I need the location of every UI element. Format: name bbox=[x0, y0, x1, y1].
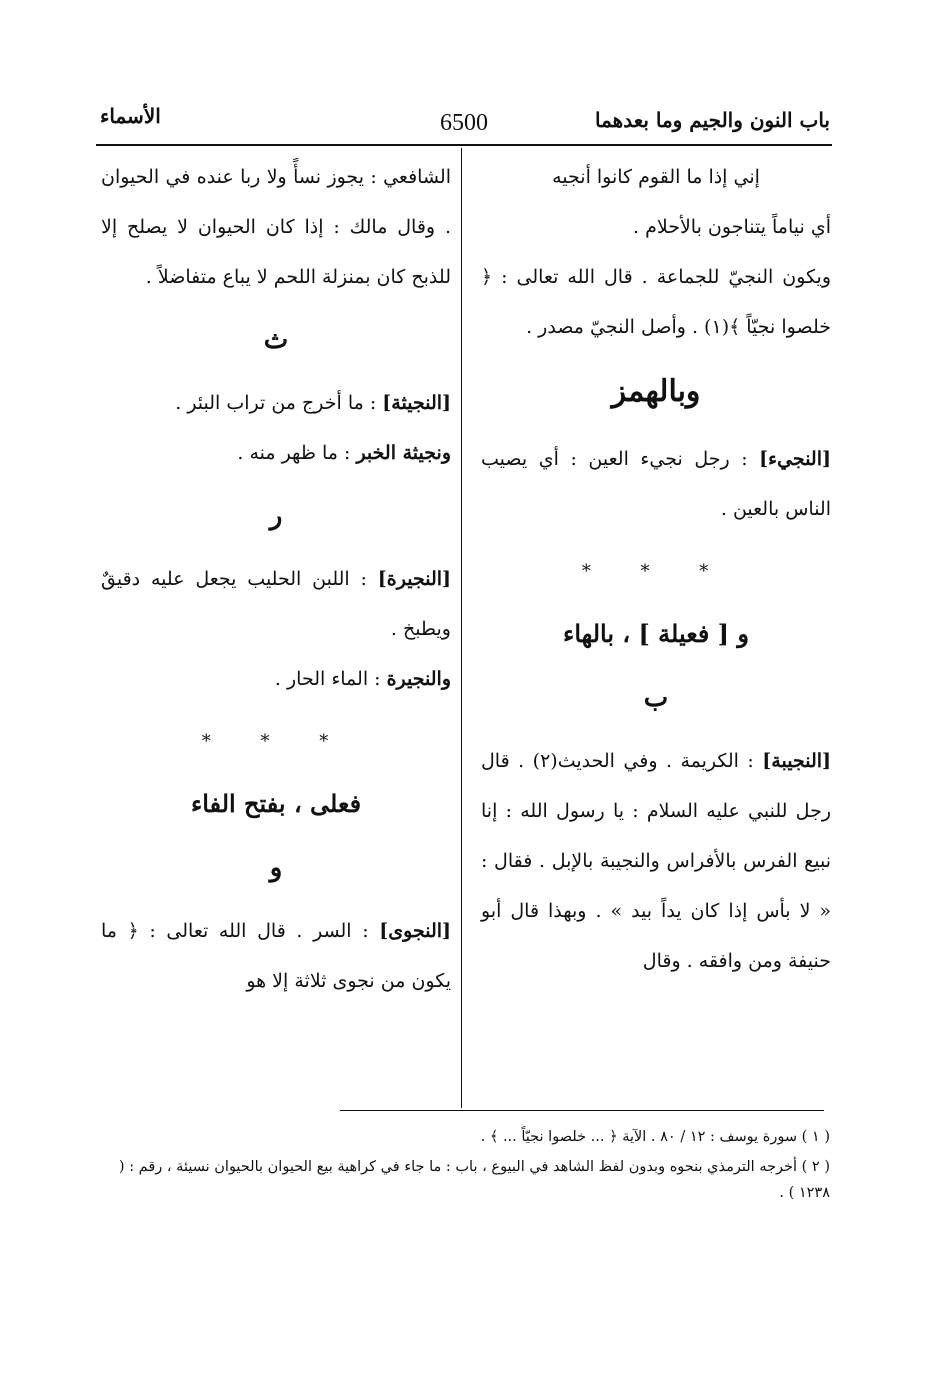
entry-text: : ما أخرج من تراب البئر . bbox=[175, 392, 383, 414]
paragraph: أي نياماً يتناجون بالأحلام . bbox=[633, 216, 831, 238]
letter-heading: و bbox=[269, 853, 283, 883]
footnote-rule bbox=[340, 1110, 824, 1111]
entry-paragraph bbox=[101, 554, 451, 654]
entry-text: : السر . قال الله تعالى : ﴿ ما يكون من نجوى ثلاثة إلا هو bbox=[101, 920, 451, 992]
entry-text: : ما ظهر منه . bbox=[237, 442, 357, 464]
section-separator: * * * bbox=[201, 731, 351, 752]
entry-term: [النجيثة] bbox=[382, 392, 451, 414]
entry-paragraph bbox=[101, 654, 451, 704]
entry-text: : الكريمة . وفي الحديث(٢) . قال رجل للنبي عليه السلام : يا رسول الله : إنا نبيع الفرس بالأفراس والنجيبة بالإبل . فقال : « لا بأس إذا كان يداً بيد » . وبهذا قال أبو حنيفة ومن وافقه . وقال bbox=[481, 750, 831, 972]
column-divider bbox=[461, 148, 462, 1108]
section-heading: وبالهمز bbox=[611, 374, 701, 409]
entry-paragraph bbox=[101, 378, 451, 428]
entry-term: ونجيثة bbox=[402, 442, 451, 464]
entry-paragraph bbox=[481, 434, 831, 534]
section-heading: و [ فعيلة ] ، بالهاء bbox=[563, 619, 749, 648]
entry-text: : رجل نجيء العين : أي يصيب الناس بالعين . bbox=[481, 448, 831, 520]
letter-heading: ر bbox=[269, 501, 283, 531]
entry-term: والنجيرة bbox=[386, 668, 451, 690]
section-title: الأسماء bbox=[100, 104, 161, 128]
entry-term: [النجيء] bbox=[759, 448, 831, 470]
header-rule bbox=[96, 144, 832, 146]
poetry-verse: إني إذا ما القوم كانوا أنجيه bbox=[552, 166, 760, 188]
paragraph: ويكون النجيّ للجماعة . قال الله تعالى : ﴿ خلصوا نجيّاً ﴾(١) . وأصل النجيّ مصدر . bbox=[481, 266, 831, 338]
entry-term: [النجوى] bbox=[379, 920, 451, 942]
left-column bbox=[101, 152, 451, 1006]
entry-paragraph bbox=[481, 736, 831, 986]
right-column bbox=[481, 152, 831, 986]
entry-term: [النجيرة] bbox=[377, 568, 451, 590]
footnotes bbox=[100, 1124, 830, 1210]
letter-heading: ث bbox=[263, 325, 289, 355]
page-number: 6500 bbox=[440, 110, 488, 136]
entry-paragraph bbox=[101, 428, 451, 478]
entry-text: : الماء الحار . bbox=[274, 668, 387, 690]
chapter-title: باب النون والجيم وما بعدهما bbox=[595, 108, 830, 132]
section-heading: فعلى ، بفتح الفاء bbox=[190, 789, 362, 818]
page-header bbox=[100, 104, 830, 142]
section-separator: * * * bbox=[581, 561, 731, 582]
paragraph: الشافعي : يجوز نسأً ولا ربا عنده في الحيوان . وقال مالك : إذا كان الحيوان لا يصلح إلا للذبح كان بمنزلة اللحم لا يباع متفاضلاً . bbox=[101, 166, 451, 288]
entry-text: : اللبن الحليب يجعل عليه دقيقٌ ويطبخ . bbox=[101, 568, 451, 640]
footnote-2: ( ٢ ) أخرجه الترمذي بنحوه وبدون لفظ الشاهد في البيوع ، باب : ما جاء في كراهية بيع الحيوان بالحيوان نسيئة ، رقم : ( ١٢٣٨ ) . bbox=[118, 1159, 830, 1201]
entry-term: [النجيبة] bbox=[762, 750, 831, 772]
entry-term: الخبر bbox=[356, 442, 403, 464]
entry-paragraph bbox=[101, 906, 451, 1006]
footnote-1: ( ١ ) سورة يوسف : ١٢ / ٨٠ . الآية ﴿ ... خلصوا نجيّاً ... ﴾ . bbox=[480, 1129, 830, 1145]
letter-heading: ب bbox=[643, 683, 669, 713]
